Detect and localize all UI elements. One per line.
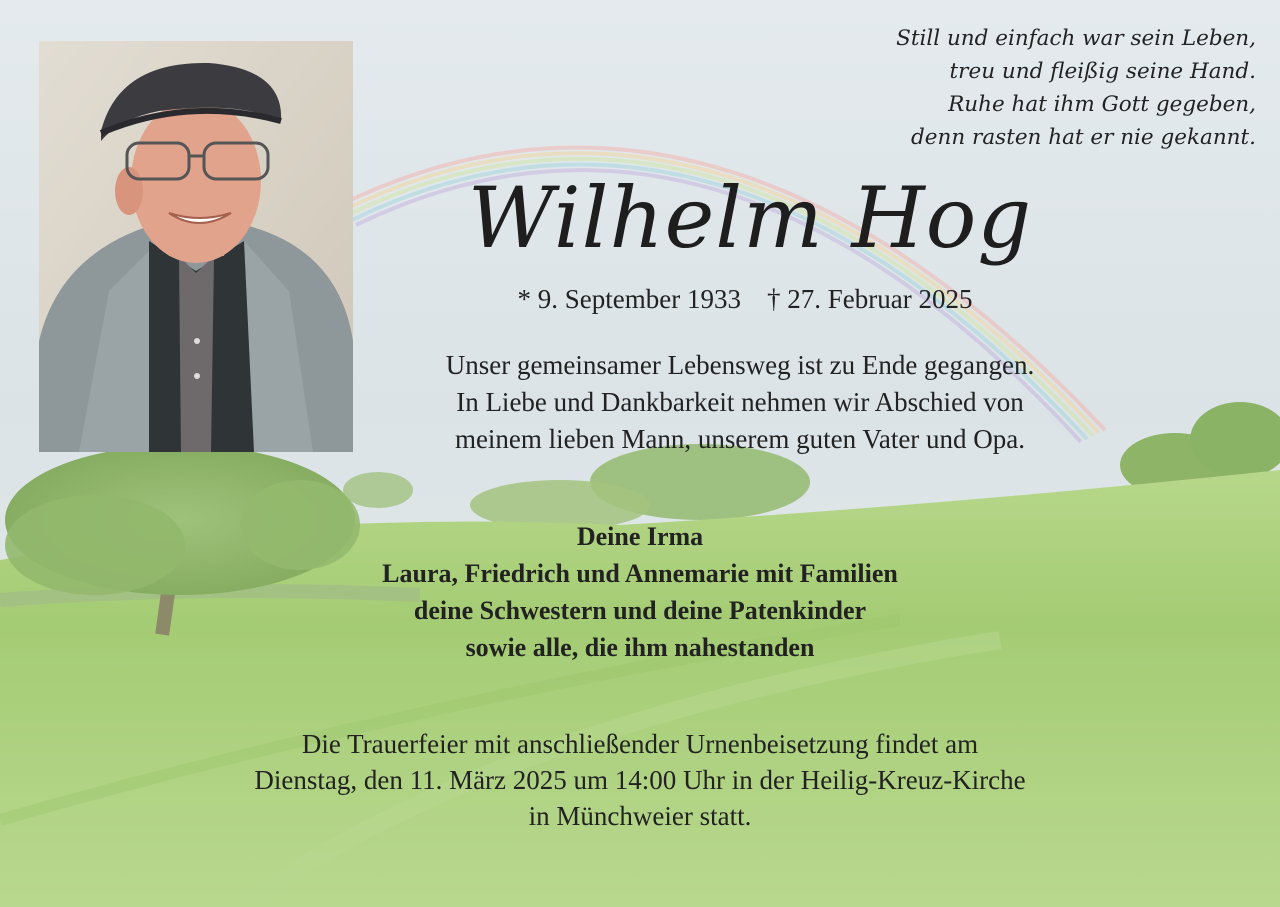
farewell-line: In Liebe und Dankbarkeit nehmen wir Abschied von xyxy=(456,387,1024,417)
farewell-line: meinem lieben Mann, unserem guten Vater und Opa. xyxy=(454,424,1026,454)
service-line: in Münchweier statt. xyxy=(528,801,752,831)
poem-line: denn rasten hat er nie gekannt. xyxy=(911,125,1256,150)
portrait-photo xyxy=(39,41,353,452)
mourner-line: Deine Irma xyxy=(576,522,704,551)
birth-date: * 9. September 1933 xyxy=(517,284,741,314)
farewell-line: Unser gemeinsamer Lebensweg ist zu Ende gegangen. xyxy=(445,350,1035,380)
mourner-line: deine Schwestern und deine Patenkinder xyxy=(413,596,867,625)
poem-line: treu und fleißig seine Hand. xyxy=(949,59,1256,84)
mourner-line: sowie alle, die ihm nahestanden xyxy=(465,633,815,662)
mourner-line: Laura, Friedrich und Annemarie mit Familien xyxy=(382,559,898,588)
service-line: Dienstag, den 11. März 2025 um 14:00 Uhr in der Heilig-Kreuz-Kirche xyxy=(254,765,1026,795)
farewell-text xyxy=(340,347,1140,458)
poem-block xyxy=(736,22,1256,154)
service-line: Die Trauerfeier mit anschließender Urnenbeisetzung findet am xyxy=(301,729,979,759)
death-date: † 27. Februar 2025 xyxy=(767,284,973,314)
mourners-list xyxy=(240,518,1040,666)
poem-line: Still und einfach war sein Leben, xyxy=(896,26,1256,51)
poem-line: Ruhe hat ihm Gott gegeben, xyxy=(948,92,1256,117)
life-dates xyxy=(390,282,1100,316)
deceased-name: Wilhelm Hog xyxy=(467,169,1033,267)
funeral-service-info xyxy=(140,726,1140,834)
